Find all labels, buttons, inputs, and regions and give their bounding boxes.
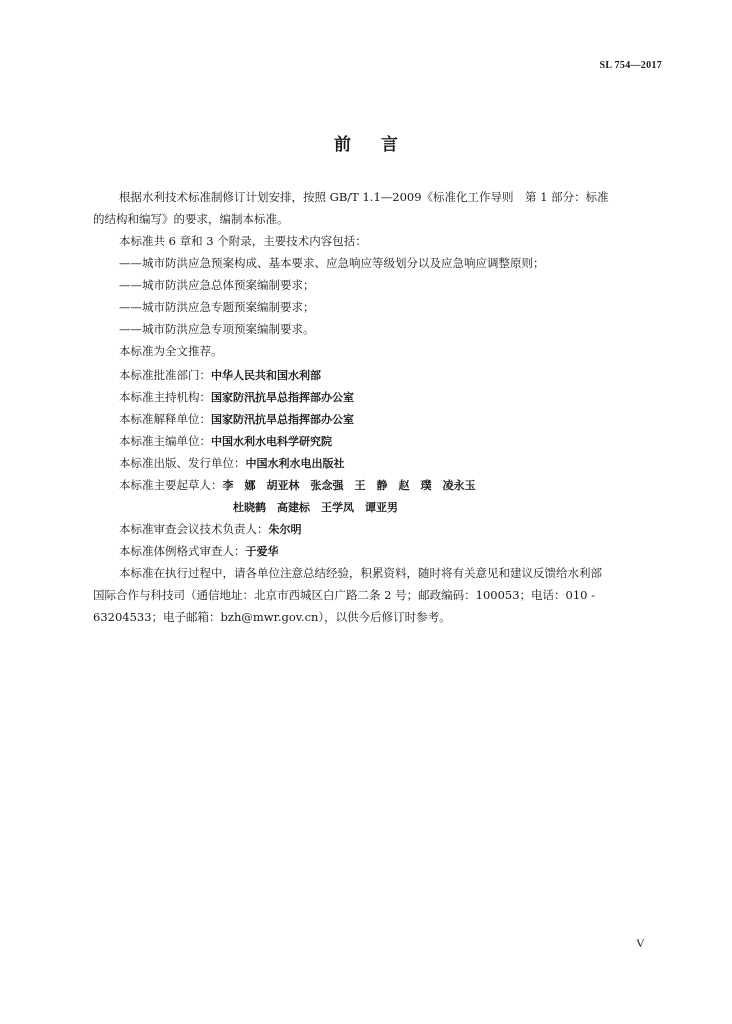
drafters-label: 本标准主要起草人： [119,478,223,492]
host-label: 本标准主持机构： [119,390,211,404]
page-number: V [636,936,645,950]
intro-line-3: 本标准共 6 章和 3 个附录，主要技术内容包括： [119,234,367,248]
intro-line-1: 根据水利技术标准制修订计划安排，按照 GB/T 1.1—2009《标准化工作导则 第 1 部分：标准 [119,190,609,204]
content-item-4: ——城市防洪应急专项预案编制要求。 [119,322,315,336]
review-value: 朱尔明 [268,523,302,536]
publisher-label: 本标准出版、发行单位： [119,456,246,470]
publisher-row [119,452,673,474]
standard-code: SL 754—2017 [599,60,662,71]
drafters-line-1: 李 娜 胡亚林 张念强 王 静 赵 璞 凌永玉 [222,479,476,492]
interpret-label: 本标准解释单位： [119,412,211,426]
review-row [119,518,673,540]
interpret-value: 国家防汛抗旱总指挥部办公室 [211,413,354,426]
chief-editor-label: 本标准主编单位： [119,434,211,448]
format-label: 本标准体例格式审查人： [119,544,246,558]
drafters-row [119,474,673,496]
content-item-2: ——城市防洪应急总体预案编制要求； [119,278,315,292]
host-row [119,386,673,408]
intro-line-2: 的结构和编写》的要求，编制本标准。 [93,212,289,226]
content-item-1: ——城市防洪应急预案构成、基本要求、应急响应等级划分以及应急响应调整原则； [119,256,545,270]
review-label: 本标准审查会议技术负责人： [119,522,269,536]
closing-line-2: 国际合作与科技司（通信地址：北京市西城区白广路二条 2 号；邮政编码：100053；电话：010 - [93,588,596,602]
approving-dept-value: 中华人民共和国水利部 [211,369,321,382]
interpret-row [119,408,673,430]
approving-dept-row [119,364,673,386]
drafters-row-2 [233,496,673,518]
approving-dept-label: 本标准批准部门： [119,368,211,382]
publisher-value: 中国水利水电出版社 [245,457,345,470]
closing-line-1: 本标准在执行过程中，请各单位注意总结经验，积累资料，随时将有关意见和建议反馈给水利部 [119,566,602,580]
host-value: 国家防汛抗旱总指挥部办公室 [211,391,354,404]
closing-line-3: 63204533；电子邮箱：bzh@mwr.gov.cn），以供今后修订时参考。 [93,610,451,624]
chief-editor-row [119,430,673,452]
page-title: 前言 [334,135,428,155]
format-value: 于爱华 [245,545,279,558]
recommend-line: 本标准为全文推荐。 [119,344,223,358]
content-item-3: ——城市防洪应急专题预案编制要求； [119,300,315,314]
format-row [119,540,673,562]
chief-editor-value: 中国水利水电科学研究院 [211,435,332,448]
drafters-line-2: 杜晓鹤 高建标 王学凤 谭亚男 [233,501,398,514]
